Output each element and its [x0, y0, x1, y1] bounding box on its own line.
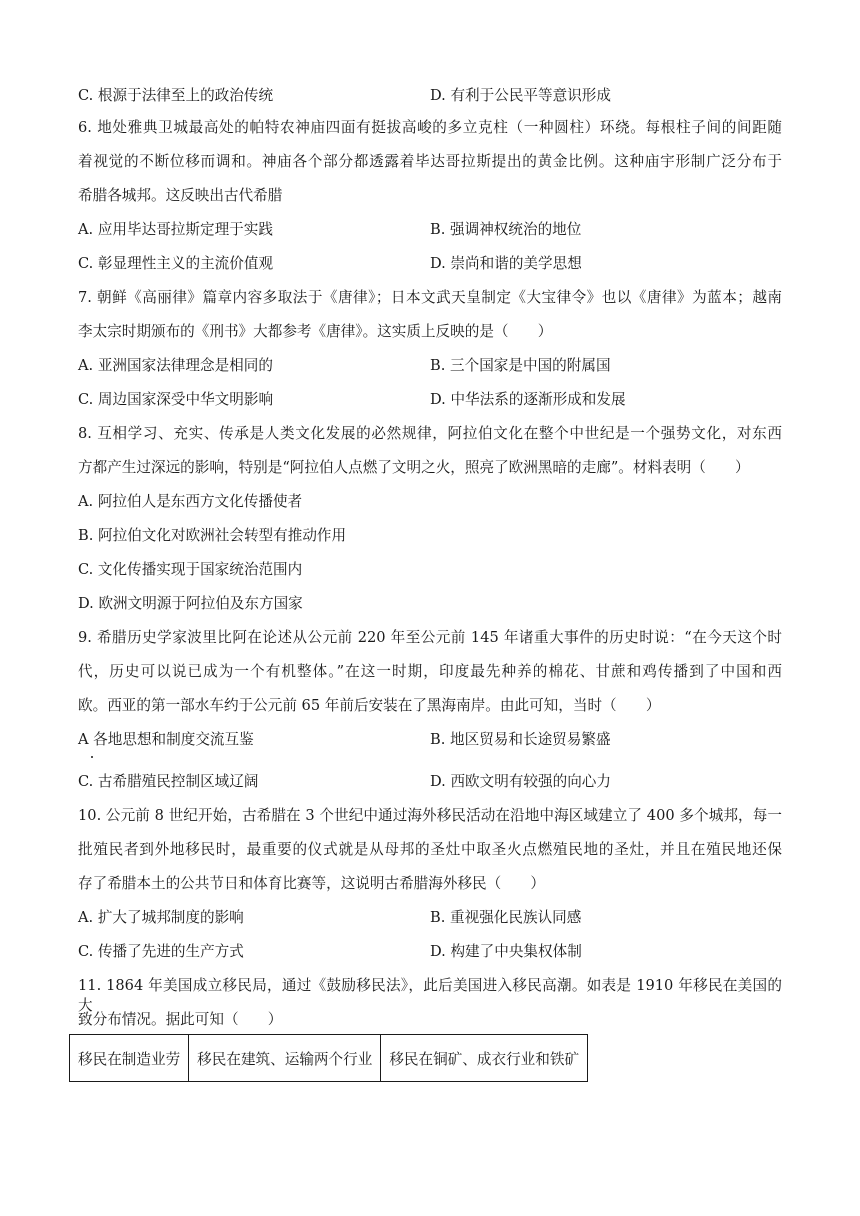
q5-option-c: C. 根源于法律至上的政治传统 [78, 87, 274, 104]
q9-stem-line-1: 9. 希腊历史学家波里比阿在论述从公元前 220 年至公元前 145 年诸重大事件的历史时说：“在今天这个时 [78, 629, 782, 646]
q9-option-c: C. 古希腊殖民控制区域辽阔 [78, 773, 259, 790]
q9-stem-line-3: 欧。西亚的第一部水车约于公元前 65 年前后安装在了黑海南岸。由此可知，当时（ ） [78, 697, 661, 714]
q6-option-b: B. 强调神权统治的地位 [430, 221, 582, 238]
q6-stem-line-1: 6. 地处雅典卫城最高处的帕特农神庙四面有挺拔高峻的多立克柱（一种圆柱）环绕。每根柱子间的间距随 [78, 119, 782, 136]
q10-option-b: B. 重视强化民族认同感 [430, 909, 582, 926]
q8-option-d: D. 欧洲文明源于阿拉伯及东方国家 [78, 595, 303, 612]
q10-option-d: D. 构建了中央集权体制 [430, 943, 582, 960]
q8-option-c: C. 文化传播实现于国家统治范围内 [78, 561, 303, 578]
table-row [70, 1035, 588, 1082]
table-cell-copper-garment-iron: 移民在铜矿、成衣行业和铁矿 [381, 1035, 588, 1082]
q6-option-d: D. 崇尚和谐的美学思想 [430, 255, 582, 272]
q10-stem-line-2: 批殖民者到外地移民时，最重要的仪式就是从母邦的圣灶中取圣火点燃殖民地的圣灶，并且在殖民地还保 [78, 841, 782, 858]
q7-option-c: C. 周边国家深受中华文明影响 [78, 391, 274, 408]
q8-stem-line-2: 方都产生过深远的影响，特别是“阿拉伯人点燃了文明之火，照亮了欧洲黑暗的走廊”。材料表明（ ） [78, 459, 750, 476]
q11-stem-line-2: 致分布情况。据此可知（ ） [78, 1011, 283, 1028]
q10-option-c: C. 传播了先进的生产方式 [78, 943, 244, 960]
q7-option-d: D. 中华法系的逐渐形成和发展 [430, 391, 626, 408]
stray-dot-mark [91, 756, 93, 758]
q6-option-c: C. 彰显理性主义的主流价值观 [78, 255, 274, 272]
q10-option-a: A. 扩大了城邦制度的影响 [78, 909, 244, 926]
table-cell-manufacturing: 移民在制造业劳 [70, 1035, 189, 1082]
q7-stem-line-1: 7. 朝鲜《高丽律》篇章内容多取法于《唐律》；日本文武天皇制定《大宝律令》也以《唐律》为蓝本；越南 [78, 289, 782, 306]
table-cell-construction-transport: 移民在建筑、运输两个行业 [189, 1035, 381, 1082]
q11-stem-line-1: 11. 1864 年美国成立移民局，通过《鼓励移民法》，此后美国进入移民高潮。如表是 1910 年移民在美国的大 [78, 977, 782, 1014]
q7-option-a: A. 亚洲国家法律理念是相同的 [78, 357, 273, 374]
q5-option-d: D. 有利于公民平等意识形成 [430, 87, 611, 104]
q9-stem-line-2: 代，历史可以说已成为一个有机整体。”在这一时期，印度最先种养的棉花、甘蔗和鸡传播到了中国和西 [78, 663, 782, 680]
q9-option-b: B. 地区贸易和长途贸易繁盛 [430, 731, 611, 748]
q6-stem-line-2: 着视觉的不断位移而调和。神庙各个部分都透露着毕达哥拉斯提出的黄金比例。这种庙宇形制广泛分布于 [78, 153, 782, 170]
q9-option-d: D. 西欧文明有较强的向心力 [430, 773, 611, 790]
q9-option-a: A 各地思想和制度交流互鉴 [78, 731, 254, 748]
q8-stem-line-1: 8. 互相学习、充实、传承是人类文化发展的必然规律，阿拉伯文化在整个中世纪是一个强势文化，对东西 [78, 425, 782, 442]
q7-stem-line-2: 李太宗时期颁布的《刑书》大都参考《唐律》。这实质上反映的是（ ） [78, 323, 553, 340]
q7-option-b: B. 三个国家是中国的附属国 [430, 357, 611, 374]
q8-option-a: A. 阿拉伯人是东西方文化传播使者 [78, 493, 303, 510]
q8-option-b: B. 阿拉伯文化对欧洲社会转型有推动作用 [78, 527, 347, 544]
q10-stem-line-1: 10. 公元前 8 世纪开始，古希腊在 3 个世纪中通过海外移民活动在沿地中海区域建立了 400 多个城邦，每一 [78, 807, 782, 824]
q6-option-a: A. 应用毕达哥拉斯定理于实践 [78, 221, 273, 238]
q6-stem-line-3: 希腊各城邦。这反映出古代希腊 [78, 187, 283, 204]
immigrant-distribution-table [69, 1034, 588, 1082]
q10-stem-line-3: 存了希腊本土的公共节日和体育比赛等，这说明古希腊海外移民（ ） [78, 875, 546, 892]
